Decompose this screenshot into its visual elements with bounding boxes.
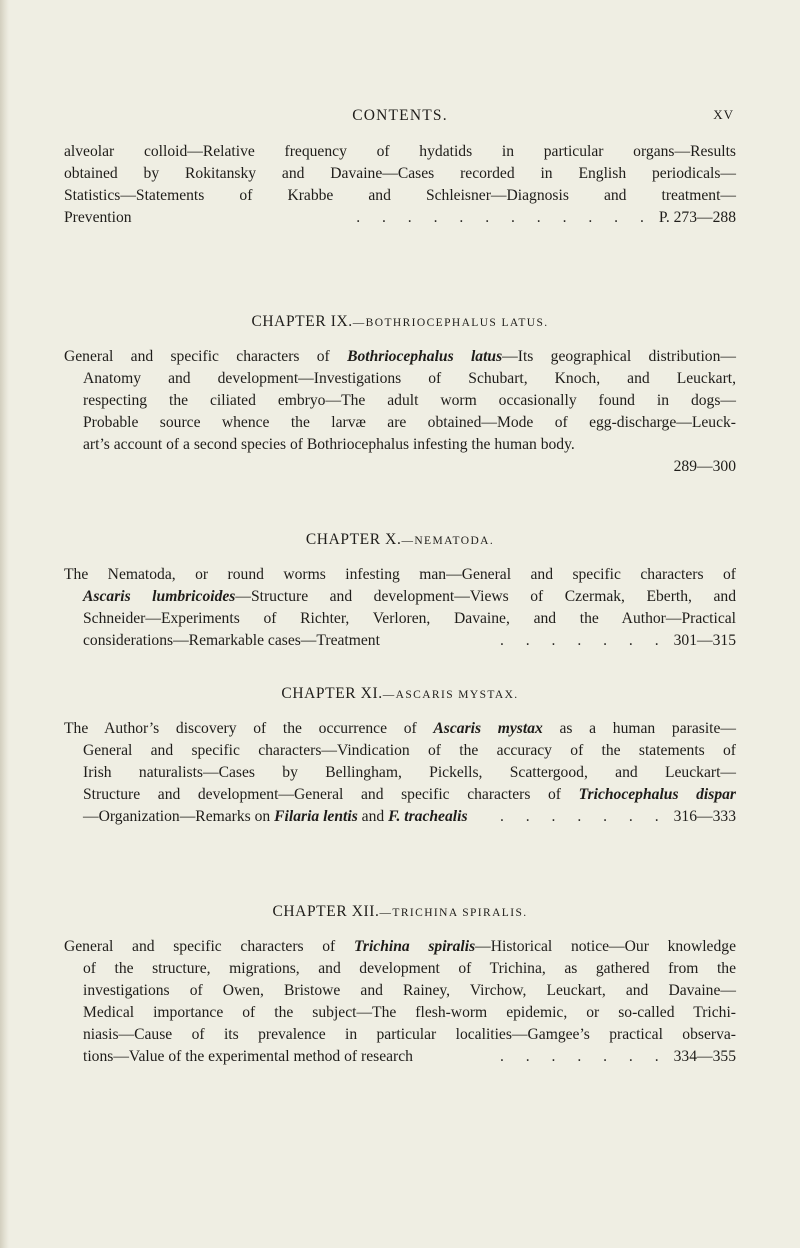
entry-line [83,1002,736,1024]
entry-line [83,1024,736,1046]
entry-line [83,608,736,630]
entry-line [83,762,736,784]
text-run: Medical importance of the subject—The flesh-worm epidemic, or so-called Trichi- [83,1003,736,1021]
entry-line [83,368,736,390]
entry-line [83,784,736,806]
entry-line [83,390,736,412]
species-name: Trichocephalus dispar [578,785,736,803]
entry-line [83,980,736,1002]
entry-body [64,564,736,652]
leader-dots: . . . . . . . [499,807,668,825]
chapter-subject: —TRICHINA SPIRALIS. [379,907,528,919]
text-run: General and specific characters of [64,348,348,365]
page-range: 334—355 [673,1047,736,1065]
page-number: XV [713,107,734,122]
entry-line [64,718,736,740]
page-range: 316—333 [673,807,736,825]
text-run: —Its geographical distribution— [502,348,736,365]
continuation-entry [64,141,736,229]
entry-line: alveolar colloid—Relative frequency of hydatids in particular organs—Results [64,143,736,160]
chapter-number: CHAPTER XII. [272,903,380,920]
entry-line [83,740,736,762]
text-run: as a human parasite— [542,720,737,737]
text-run: General and specific characters of [64,938,354,955]
text-run: respecting the ciliated embryo—The adult worm occasionally found in dogs— [83,391,736,409]
chapter-subject: —ASCARIS MYSTAX. [382,689,519,701]
chapter-heading [0,531,800,549]
entry-line-text: tions—Value of the experimental method of research [83,1047,413,1065]
entry-line: Statistics—Statements of Krabbe and Schleisner—Diagnosis and treatment— [64,186,736,204]
chapter-summary [64,718,736,828]
entry-body [64,718,736,828]
leader-dots: . . . . . . . . . . . . [356,208,653,226]
species-name: Ascaris lumbricoides [83,587,236,605]
text-run: Anatomy and development—Investigations of Schubart, Knoch, and Leuckart, [83,369,736,387]
text-run: Schneider—Experiments of Richter, Verloren, Davaine, and the Author—Practical [83,609,736,627]
text-run: Structure and development—General and specific characters of [83,785,579,803]
species-name: F. trachealis [388,807,468,825]
text-run: and [357,807,389,825]
entry-last-line [83,1046,736,1068]
text-run: Probable source whence the larvæ are obtained—Mode of egg-discharge—Leuck- [83,413,736,431]
entry-last-line [83,630,736,652]
entry-last-line [64,207,736,229]
species-name: Bothriocephalus latus [347,348,503,365]
species-name: Filaria lentis [274,807,358,825]
entry-line [83,958,736,980]
chapter-summary [64,346,736,477]
chapter-summary [64,936,736,1067]
entry-body [64,936,736,1067]
text-run: Irish naturalists—Cases by Bellingham, Pickells, Scattergood, and Leuckart— [83,763,736,781]
entry-line: obtained by Rokitansky and Davaine—Cases recorded in English periodicals— [64,164,736,182]
text-run: investigations of Owen, Bristowe and Rainey, Virchow, Leuckart, and Davaine— [83,981,736,999]
page-range: P. 273—288 [658,208,736,226]
chapter-heading [0,685,800,703]
chapter-subject: —BOTHRIOCEPHALUS LATUS. [352,317,549,329]
chapter-number: CHAPTER X. [305,531,402,548]
leader-dots: . . . . . . . [499,631,668,649]
entry-line [83,412,736,434]
species-name: Trichina spiralis [353,938,476,955]
species-name: Ascaris mystax [433,720,543,737]
text-run: of the structure, migrations, and development of Trichina, as gathered from the [83,959,736,977]
entry-line-text [83,806,468,828]
entry-line [64,564,736,586]
entry-line-text: considerations—Remarkable cases—Treatment [83,631,380,649]
text-run: General and specific characters—Vindication of the accuracy of the statements of [83,741,736,759]
page-range: 289—300 [673,457,736,475]
text-run: The Author’s discovery of the occurrence of [64,720,434,737]
entry-line [64,346,736,368]
chapter-heading [0,313,800,331]
text-run: —Organization—Remarks on [83,807,275,825]
entry-last-line [83,806,736,828]
text-run: —Historical notice—Our knowledge [475,938,736,955]
running-head [0,107,800,129]
entry-line-text: Prevention [64,208,132,226]
text-run: The Nematoda, or round worms infesting man—General and specific characters of [64,566,736,583]
running-title: CONTENTS. [352,107,448,124]
entry-line [64,936,736,958]
entry-line [83,586,736,608]
page-range: 301—315 [673,631,736,649]
text-run: art’s account of a second species of Bothriocephalus infesting the human body. [83,435,575,453]
leader-dots: . . . . . . . [499,1047,668,1065]
page-binding-edge [0,0,9,1248]
text-run: niasis—Cause of its prevalence in particular localities—Gamgee’s practical observa- [83,1025,736,1043]
chapter-subject: —NEMATODA. [401,535,495,547]
entry-body [64,346,736,477]
chapter-number: CHAPTER XI. [281,685,383,702]
chapter-summary [64,564,736,652]
text-run: —Structure and development—Views of Czermak, Eberth, and [235,587,736,605]
chapter-heading [0,903,800,921]
chapter-number: CHAPTER IX. [251,313,353,330]
entry-line [83,434,736,456]
